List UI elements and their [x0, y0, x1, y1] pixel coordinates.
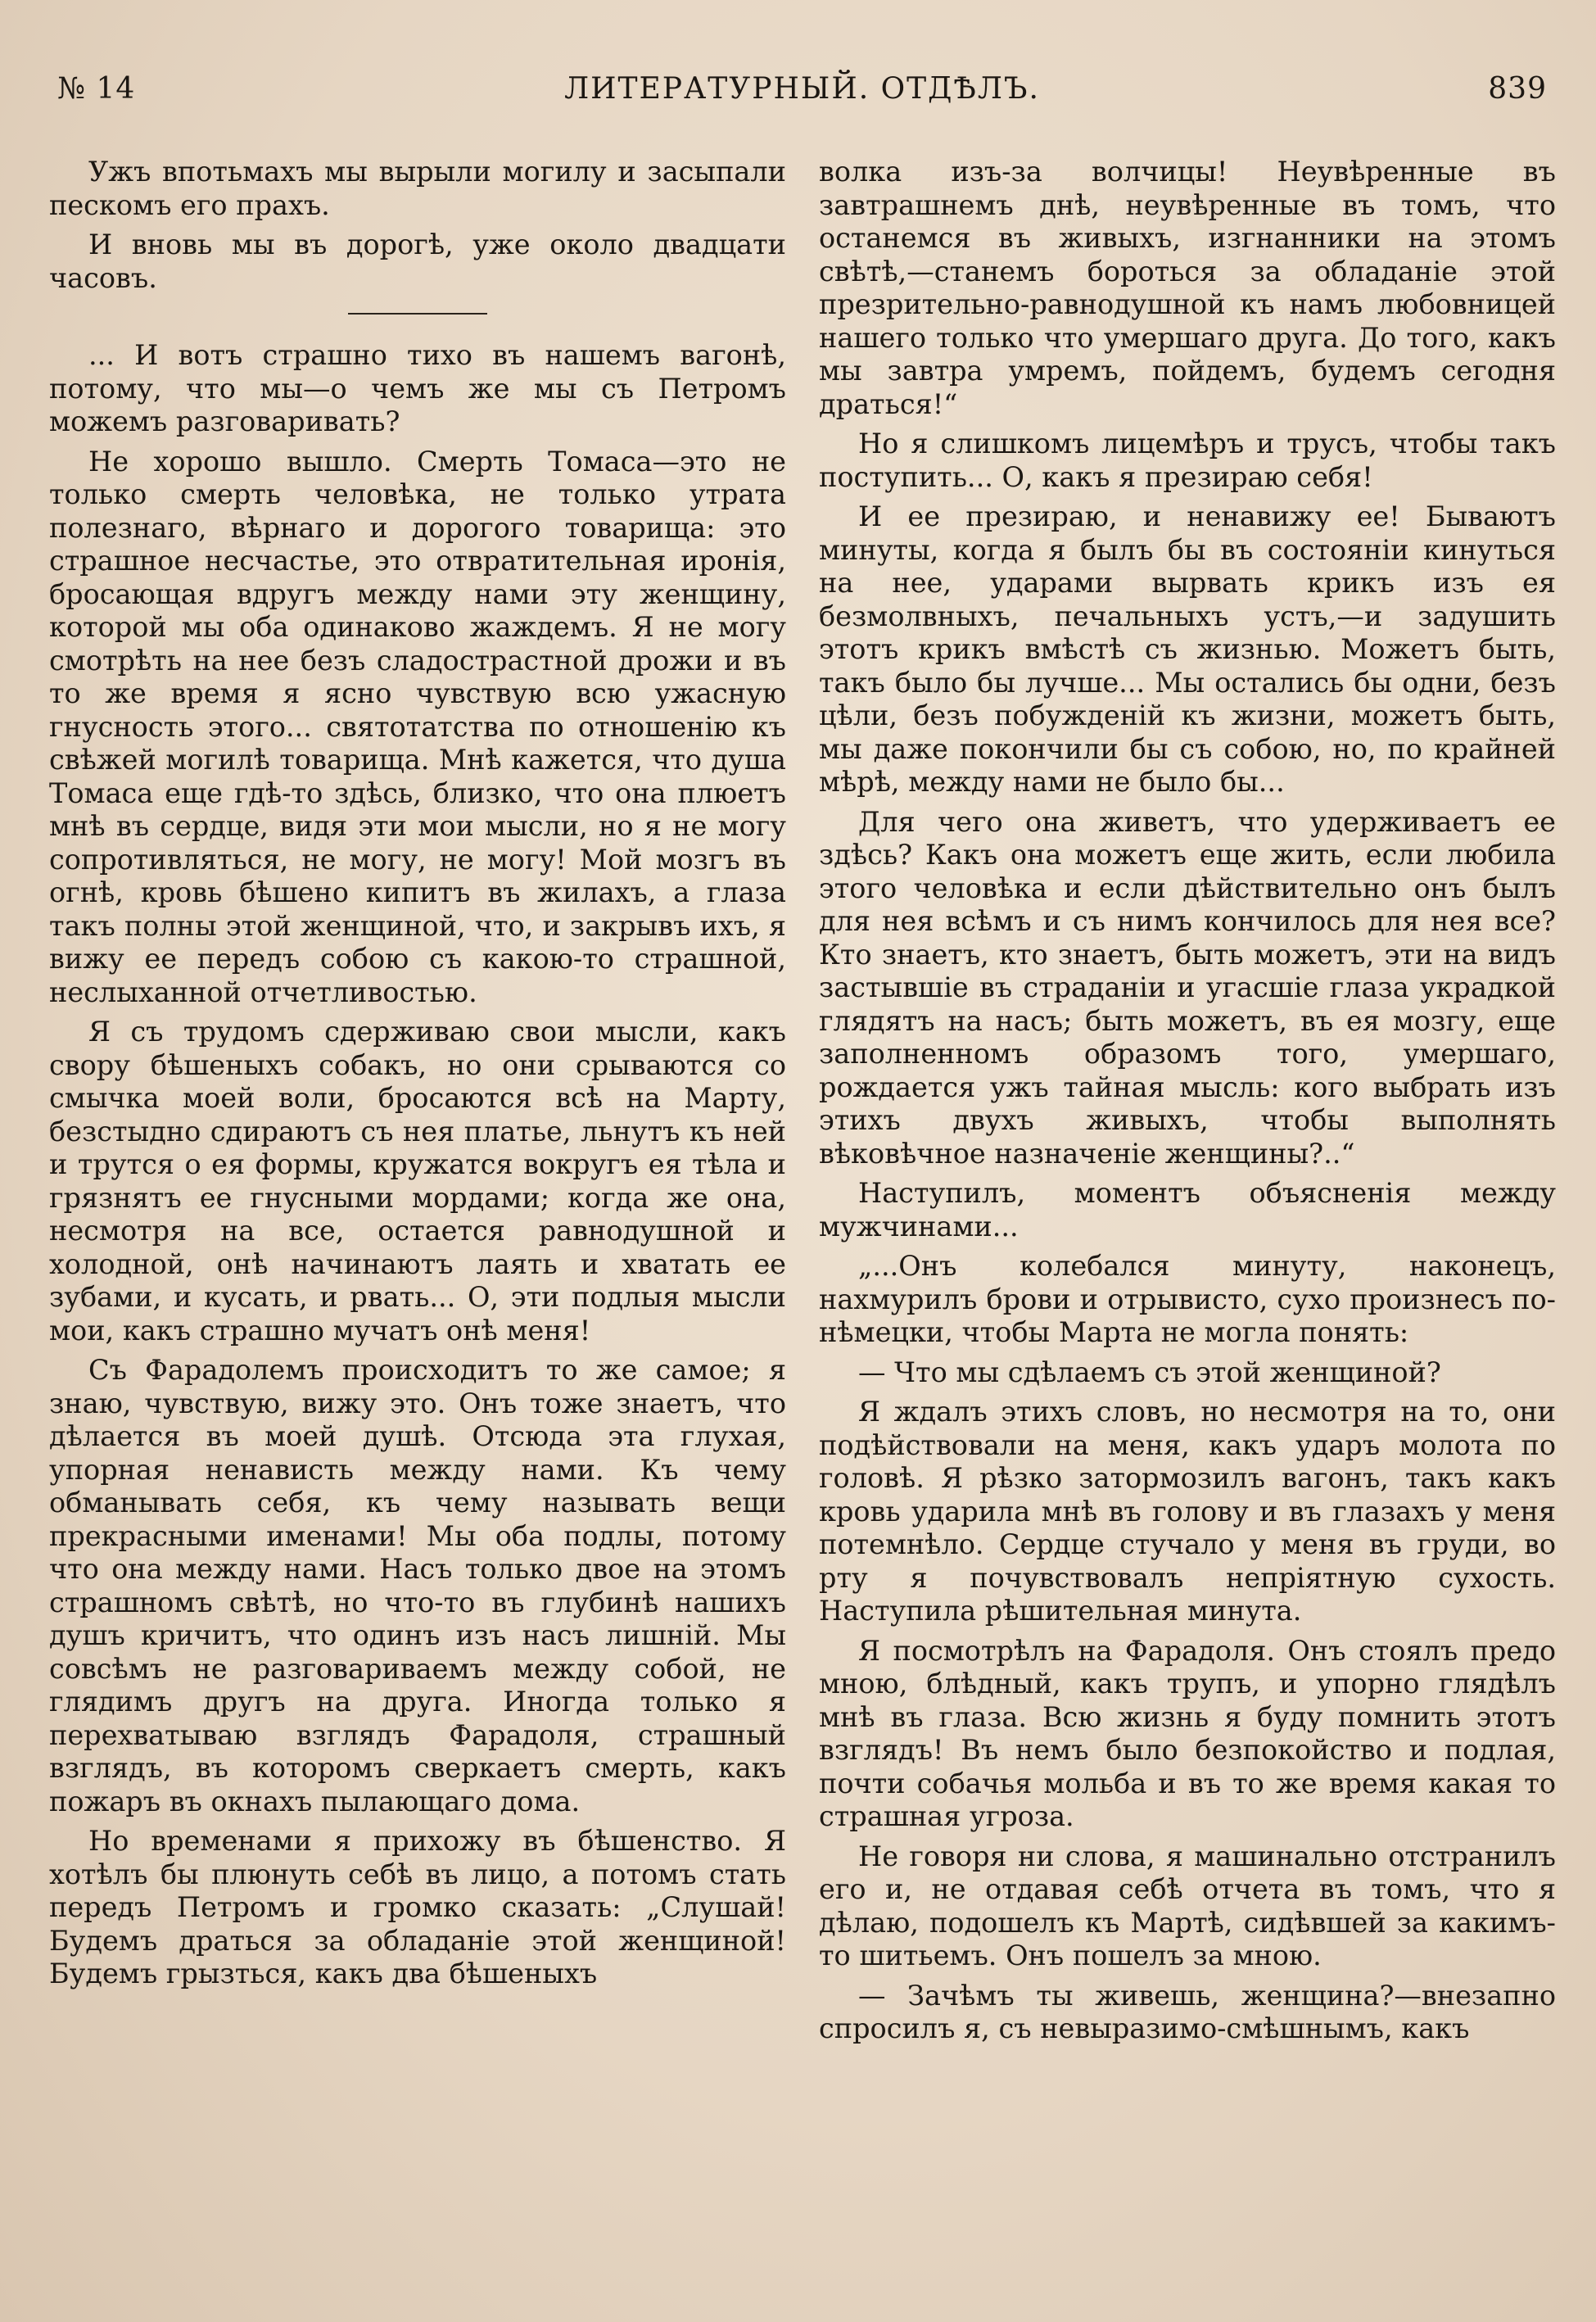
paragraph: „...Онъ колебался минуту, наконецъ, нахмурилъ брови и отрывисто, сухо произнесъ по-нѣмецки, чтобы Марта не могла понять:	[819, 1250, 1556, 1348]
paragraph: ... И вотъ страшно тихо въ нашемъ вагонѣ, потому, что мы—о чемъ же мы съ Петромъ можемъ разговаривать?	[49, 339, 786, 437]
section-title: ЛИТЕРАТУРНЫЙ. ОТДѢЛЪ.	[564, 72, 1040, 106]
page-header	[57, 72, 1547, 121]
paragraph: И вновь мы въ дорогѣ, уже около двадцати часовъ.	[49, 229, 786, 294]
paragraph: Наступилъ, моментъ объясненія между мужчинами...	[819, 1177, 1556, 1242]
text-columns	[49, 156, 1556, 2053]
paragraph: Не говоря ни слова, я машинально отстранилъ его и, не отдавая себѣ отчета въ томъ, что я дѣлаю, подошелъ къ Мартѣ, сидѣвшей за какимъ-то шитьемъ. Онъ пошелъ за мною.	[819, 1840, 1556, 1971]
paragraph: Не хорошо вышло. Смерть Томаса—это не только смерть человѣка, не только утрата полезнаго, вѣрнаго и дорогого товарища: это страшное несчастье, это отвратительная иронія, бросающая вдругъ между нами эту женщину, которой мы оба одинаково жаждемъ. Я не могу смотрѣть на нее безъ сладострастной дрожи и въ то же время я ясно чувствую всю ужасную гнусность этого... святотатства по отношенію къ свѣжей могилѣ товарища. Мнѣ кажется, что душа Томаса еще гдѣ-то здѣсь, близко, что она плюетъ мнѣ въ сердце, видя эти мои мысли, но я не могу сопротивляться, не могу, не могу! Мой мозгъ въ огнѣ, кровь бѣшено кипитъ въ жилахъ, а глаза такъ полны этой женщиной, что, и закрывъ ихъ, я вижу ее передъ собою съ какою-то страшной, неслыханной отчетливостью.	[49, 445, 786, 1008]
page-number: 839	[1488, 72, 1547, 106]
paragraph: Но временами я прихожу въ бѣшенство. Я хотѣлъ бы плюнуть себѣ въ лицо, а потомъ стать передъ Петромъ и громко сказать: „Слушай! Будемъ драться за обладаніе этой женщиной! Будемъ грызться, какъ два бѣшеныхъ	[49, 1825, 786, 1989]
left-column	[49, 156, 786, 2053]
paragraph: Я посмотрѣлъ на Фарадоля. Онъ стоялъ предо мною, блѣдный, какъ трупъ, и упорно глядѣлъ мнѣ въ глаза. Всю жизнь я буду помнить этотъ взглядъ! Въ немъ было безпокойство и подлая, почти собачья мольба и въ то же время какая то страшная угроза.	[819, 1634, 1556, 1832]
paragraph: — Что мы сдѣлаемъ съ этой женщиной?	[858, 1356, 1441, 1388]
paragraph: Я ждалъ этихъ словъ, но несмотря на то, они подѣйствовали на меня, какъ ударъ молота по головѣ. Я рѣзко затормозилъ вагонъ, такъ какъ кровь ударила мнѣ въ голову и въ глазахъ у меня потемнѣло. Сердце стучало у меня въ груди, во рту я почувствовалъ непріятную сухость. Наступила рѣшительная минута.	[819, 1396, 1556, 1627]
paragraph: Для чего она живетъ, что удерживаетъ ее здѣсь? Какъ она можетъ еще жить, если любила этого человѣка и если дѣйствительно онъ былъ для нея всѣмъ и съ нимъ кончилось для нея все? Кто знаетъ, кто знаетъ, быть можетъ, эти на видъ застывшіе въ страданіи и угасшіе глаза украдкой глядятъ на насъ; быть можетъ, въ ея мозгу, еще заполненномъ образомъ того, умершаго, рождается ужъ тайная мысль: кого выбрать изъ этихъ двухъ живыхъ, чтобы выполнять вѣковѣчное назначеніе женщины?..“	[819, 805, 1556, 1170]
paragraph: Я съ трудомъ сдерживаю свои мысли, какъ свору бѣшеныхъ собакъ, но они срываются со смычка моей воли, бросаются всѣ на Марту, безстыдно сдираютъ съ нея платье, льнутъ къ ней и трутся о ея формы, кружатся вокругъ ея тѣла и грязнятъ ее гнусными мордами; когда же она, несмотря на все, остается равнодушной и холодной, онѣ начинаютъ лаять и хватать ее зубами, и кусать, и рвать... О, эти подлыя мысли мои, какъ страшно мучатъ онѣ меня!	[49, 1016, 786, 1347]
issue-number: № 14	[57, 72, 136, 106]
paragraph: — Зачѣмъ ты живешь, женщина?—внезапно спросилъ я, съ невыразимо-смѣшнымъ, какъ	[819, 1979, 1556, 2044]
paragraph: И ее презираю, и ненавижу ее! Бываютъ минуты, когда я былъ бы въ состояніи кинуться на нее, ударами вырвать крикъ изъ ея безмолвныхъ, печальныхъ устъ,—и задушить этотъ крикъ вмѣстѣ съ жизнью. Можетъ быть, такъ было бы лучше... Мы остались бы одни, безъ цѣли, безъ побужденій къ жизни, можетъ быть, мы даже покончили бы съ собою, но, по крайней мѣрѣ, между нами не было бы...	[819, 500, 1556, 798]
right-column	[819, 156, 1556, 2053]
paragraph: Но я слишкомъ лицемѣръ и трусъ, чтобы такъ поступить... О, какъ я презираю себя!	[819, 428, 1556, 493]
section-divider	[348, 313, 487, 315]
paragraph: Съ Фарадолемъ происходитъ то же самое; я знаю, чувствую, вижу это. Онъ тоже знаетъ, что дѣлается въ моей душѣ. Отсюда эта глухая, упорная ненависть между нами. Къ чему обманывать себя, къ чему называть вещи прекрасными именами! Мы оба подлы, потому что она между нами. Насъ только двое на этомъ страшномъ свѣтѣ, но что-то въ глубинѣ нашихъ душъ кричитъ, что одинъ изъ насъ лишній. Мы совсѣмъ не разговариваемъ между собой, не глядимъ другъ на друга. Иногда только я перехватываю взглядъ Фарадоля, страшный взглядъ, въ которомъ сверкаетъ смерть, какъ пожаръ въ окнахъ пылающаго дома.	[49, 1354, 786, 1817]
paragraph: Ужъ впотьмахъ мы вырыли могилу и засыпали пескомъ его прахъ.	[49, 156, 786, 221]
paragraph: волка изъ-за волчицы! Неувѣренные въ завтрашнемъ днѣ, неувѣренные въ томъ, что останемся въ живыхъ, изгнанники на этомъ свѣтѣ,—станемъ бороться за обладаніе этой презрительно-равнодушной къ намъ любовницей нашего только что умершаго друга. До того, какъ мы завтра умремъ, пойдемъ, будемъ сегодня драться!“	[819, 156, 1556, 420]
